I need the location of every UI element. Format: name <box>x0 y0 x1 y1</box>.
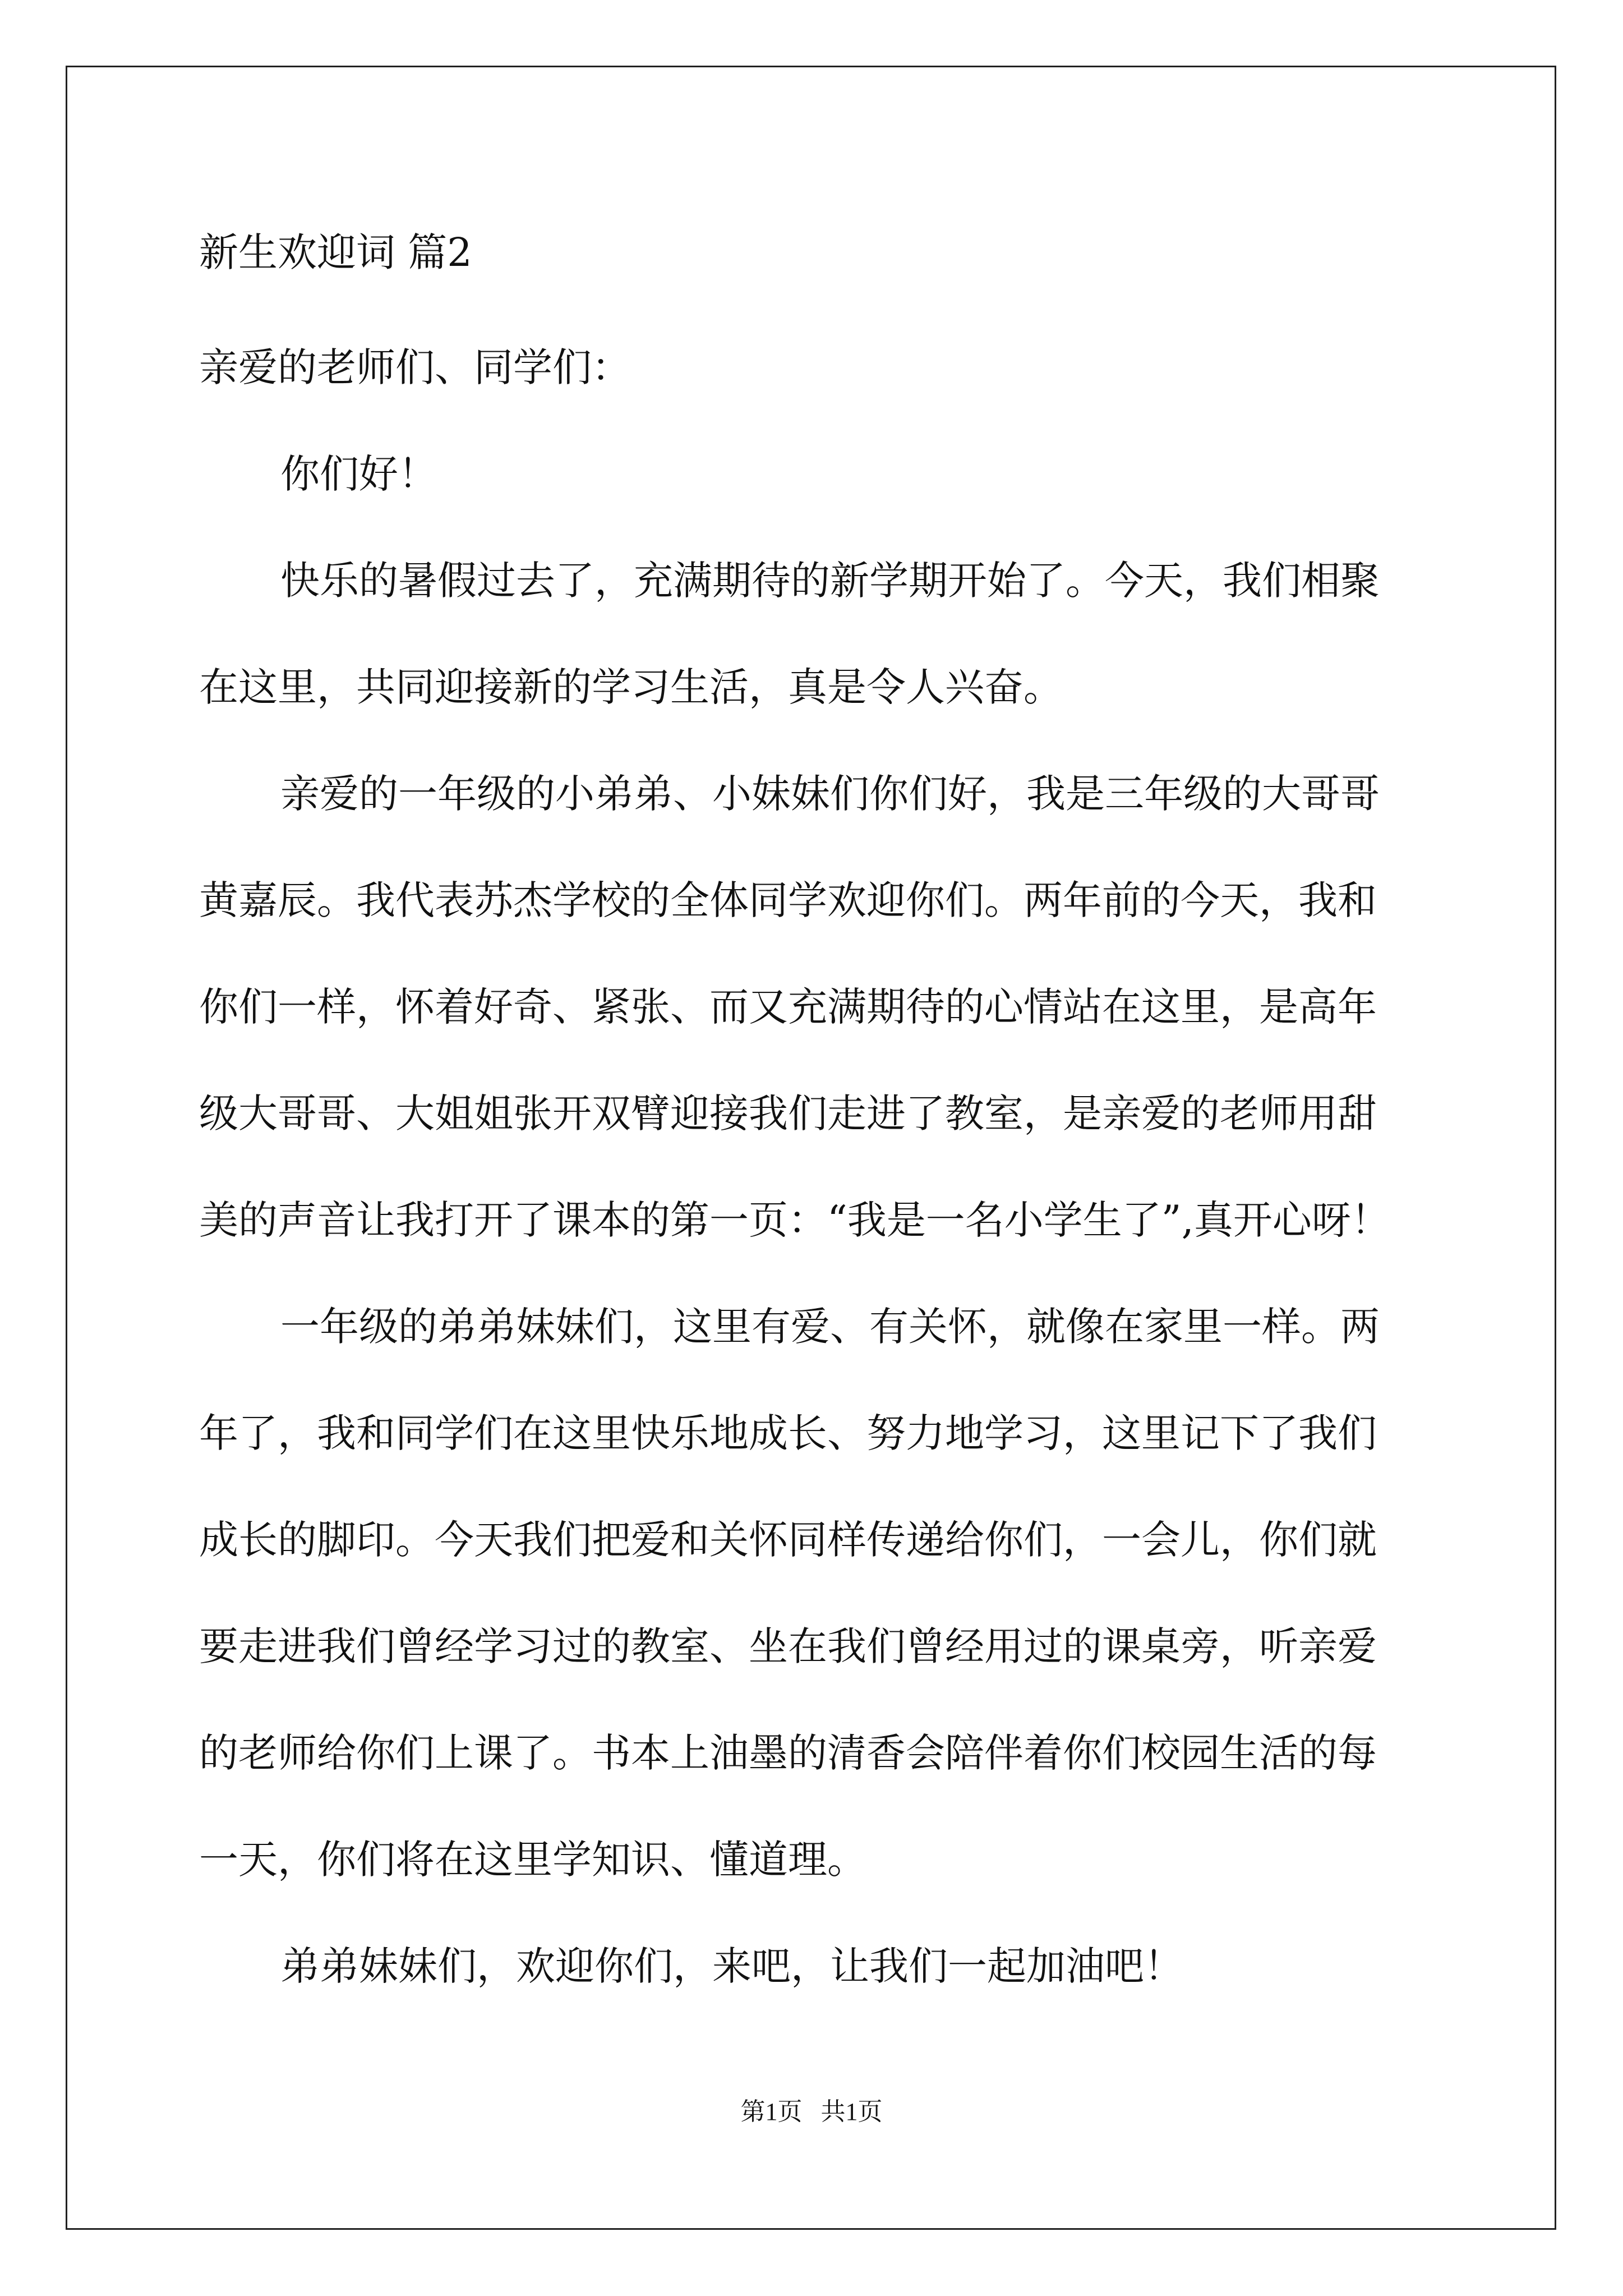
text-line: 在这里，共同迎接新的学习生活，真是令人兴奋。 <box>199 664 1063 710</box>
text-line: 黄嘉辰。我代表苏杰学校的全体同学欢迎你们。两年前的今天，我和 <box>199 877 1377 923</box>
document-title: 新生欢迎词 篇2 <box>199 229 472 275</box>
text-line: 快乐的暑假过去了，充满期待的新学期开始了。今天，我们相聚 <box>280 558 1380 604</box>
text-line: 年了，我和同学们在这里快乐地成长、努力地学习，这里记下了我们 <box>199 1410 1377 1456</box>
text-line: 亲爱的一年级的小弟弟、小妹妹们你们好，我是三年级的大哥哥 <box>280 771 1380 817</box>
text-line: 美的声音让我打开了课本的第一页：“我是一名小学生了”,真开心呀！ <box>199 1197 1390 1243</box>
text-line: 要走进我们曾经学习过的教室、坐在我们曾经用过的课桌旁，听亲爱 <box>199 1623 1377 1669</box>
text-line: 的老师给你们上课了。书本上油墨的清香会陪伴着你们校园生活的每 <box>199 1730 1377 1776</box>
text-line: 成长的脚印。今天我们把爱和关怀同样传递给你们，一会儿，你们就 <box>199 1517 1377 1563</box>
text-line: 一天，你们将在这里学知识、懂道理。 <box>199 1837 866 1883</box>
page-footer: 第1页 共1页 <box>740 2098 883 2125</box>
text-line: 你们一样，怀着好奇、紧张、而又充满期待的心情站在这里，是高年 <box>199 984 1377 1030</box>
text-line: 一年级的弟弟妹妹们，这里有爱、有关怀，就像在家里一样。两 <box>280 1304 1380 1350</box>
text-line: 你们好！ <box>280 451 437 497</box>
text-line: 弟弟妹妹们，欢迎你们，来吧，让我们一起加油吧！ <box>280 1943 1183 1989</box>
salutation: 亲爱的老师们、同学们： <box>199 344 631 390</box>
document-body <box>199 213 1424 2019</box>
text-line: 级大哥哥、大姐姐张开双臂迎接我们走进了教室，是亲爱的老师用甜 <box>199 1091 1377 1137</box>
